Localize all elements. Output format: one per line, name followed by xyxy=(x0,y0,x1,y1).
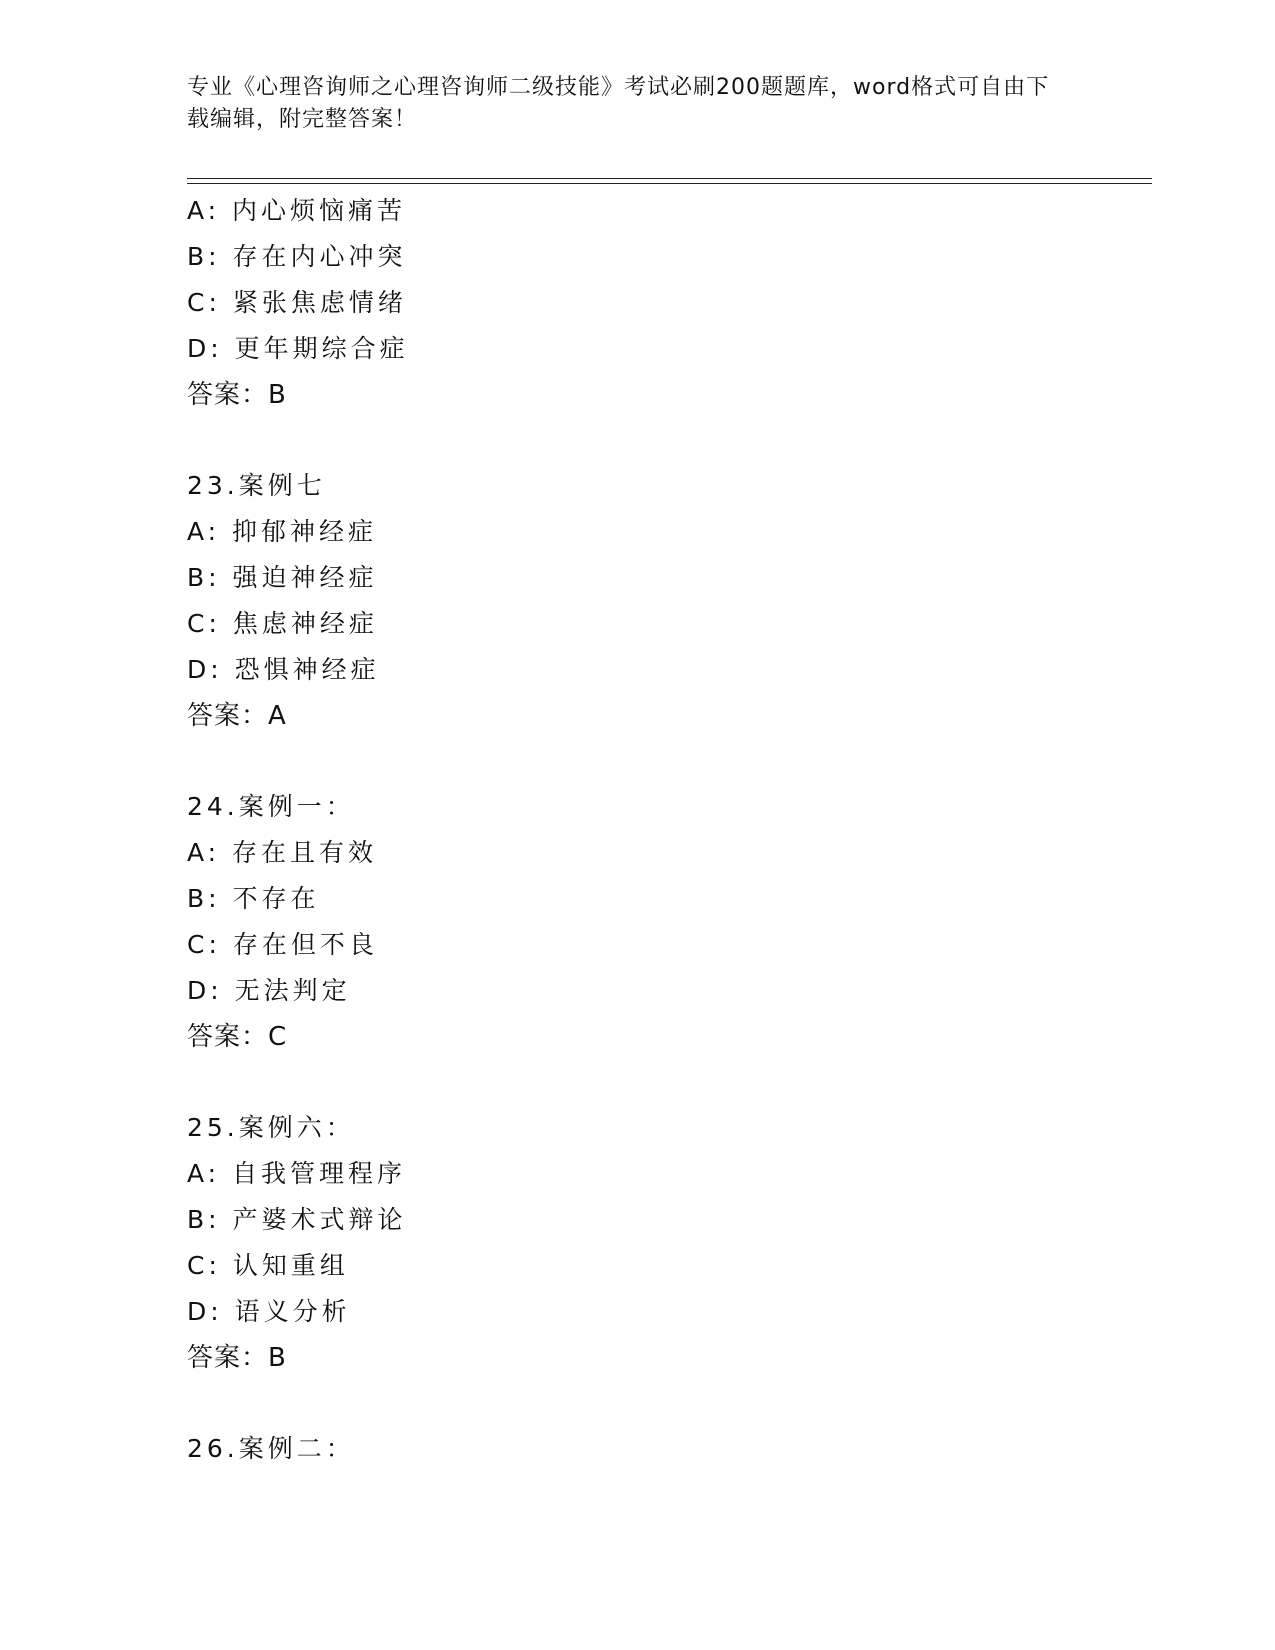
header-divider xyxy=(187,178,1152,184)
option-a: A: 内心烦恼痛苦 xyxy=(187,196,407,225)
option-d: D: 更年期综合症 xyxy=(187,334,409,363)
question-title: 26.案例二： xyxy=(187,1434,355,1463)
option-b: B: 存在内心冲突 xyxy=(187,242,407,271)
option-a: A: 抑郁神经症 xyxy=(187,517,378,546)
answer-line: 答案：C xyxy=(187,1022,288,1052)
option-c: C: 存在但不良 xyxy=(187,930,378,959)
document-header: 专业《心理咨询师之心理咨询师二级技能》考试必刷200题题库，word格式可自由下载编辑，附完整答案！ xyxy=(187,75,1050,132)
option-c: C: 紧张焦虑情绪 xyxy=(187,288,407,317)
question-block xyxy=(187,784,1152,1060)
question-block xyxy=(187,463,1152,739)
option-c: C: 认知重组 xyxy=(187,1251,349,1280)
question-title: 24.案例一： xyxy=(187,792,355,821)
option-a: A: 自我管理程序 xyxy=(187,1159,407,1188)
question-title: 25.案例六： xyxy=(187,1113,355,1142)
question-list xyxy=(187,188,1152,1472)
option-d: D: 语义分析 xyxy=(187,1297,351,1326)
option-d: D: 恐惧神经症 xyxy=(187,655,380,684)
option-c: C: 焦虑神经症 xyxy=(187,609,378,638)
option-b: B: 产婆术式辩论 xyxy=(187,1205,407,1234)
answer-line: 答案：B xyxy=(187,1343,287,1373)
answer-line: 答案：B xyxy=(187,380,287,410)
question-title: 23.案例七 xyxy=(187,471,326,500)
question-block xyxy=(187,1426,1152,1472)
option-b: B: 不存在 xyxy=(187,884,320,913)
option-a: A: 存在且有效 xyxy=(187,838,378,867)
option-d: D: 无法判定 xyxy=(187,976,351,1005)
answer-line: 答案：A xyxy=(187,701,287,731)
question-block xyxy=(187,1105,1152,1381)
option-b: B: 强迫神经症 xyxy=(187,563,378,592)
question-block xyxy=(187,188,1152,418)
